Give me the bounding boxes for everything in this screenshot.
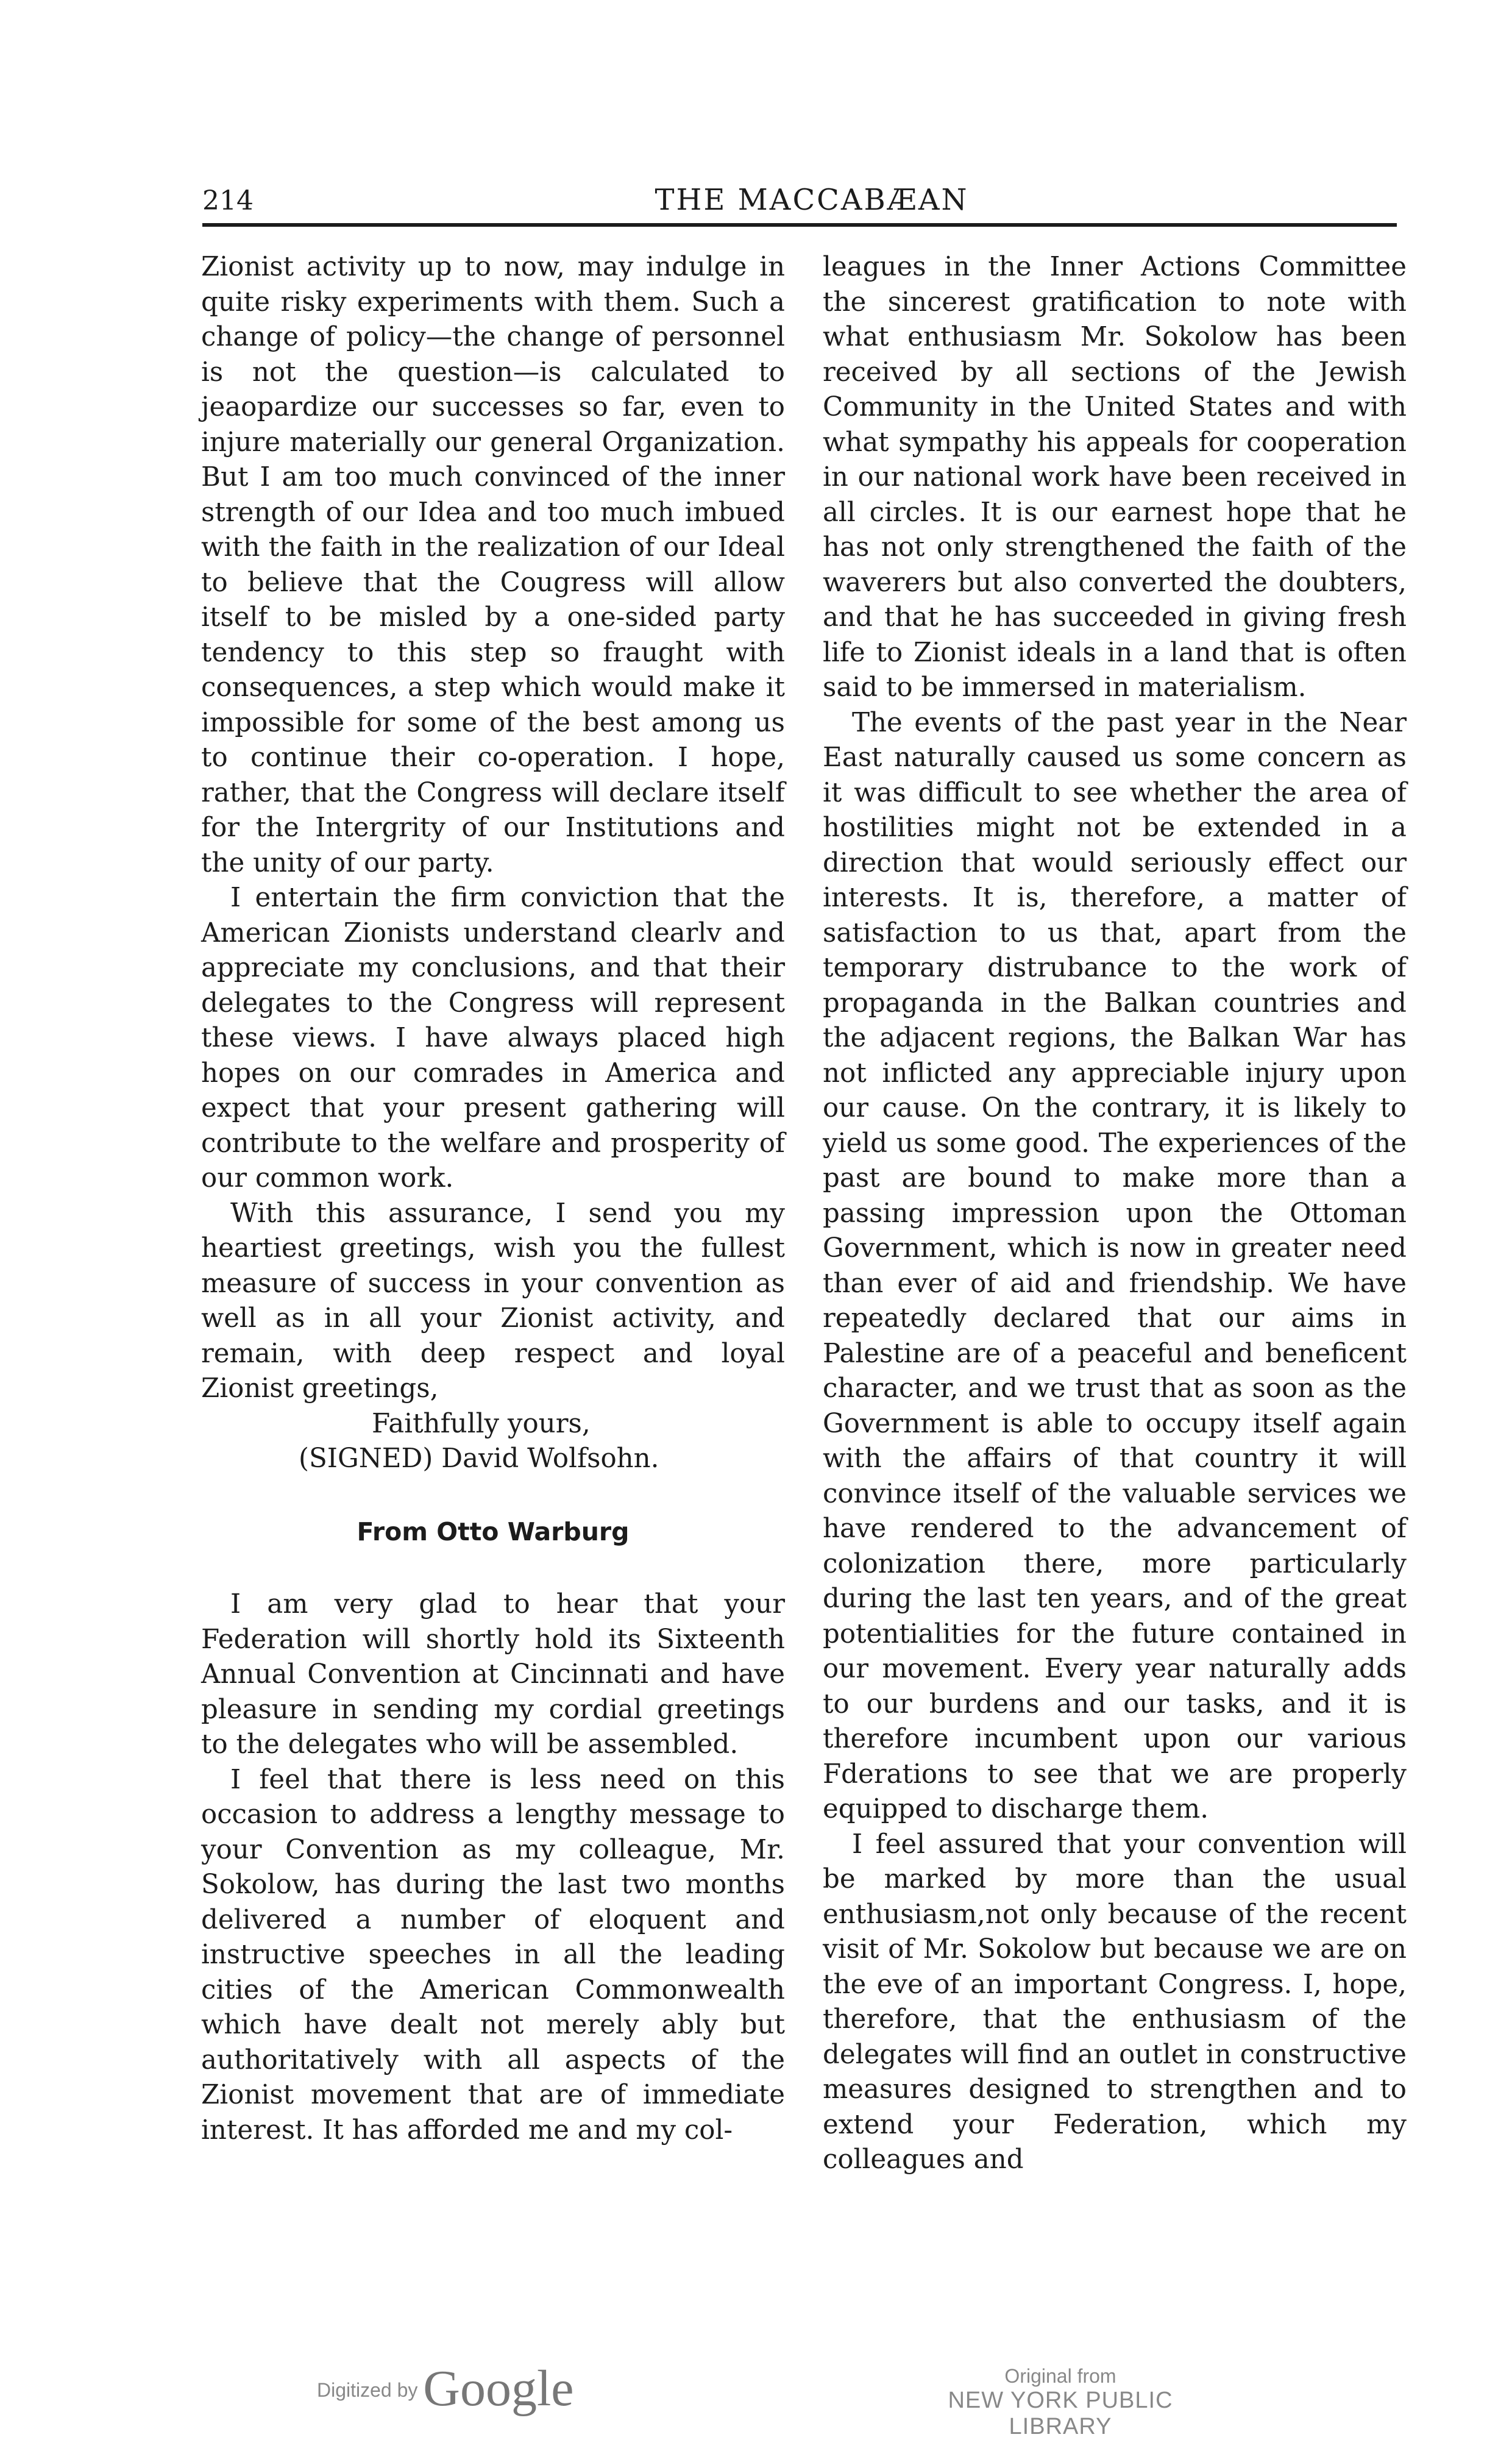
digitized-by-watermark [317, 2359, 574, 2418]
signature-line: (SIGNED) David Wolfsohn. [299, 1443, 659, 1474]
library-name: NEW YORK PUBLIC LIBRARY [948, 2388, 1173, 2439]
google-logo: Google [423, 2360, 574, 2417]
paragraph: I am very glad to hear that your Federation will shortly hold its Sixteenth Annual Convention at Cincinnati and have pleasure in sending my cordial greetings to the delegates who will be assembled. [201, 1589, 785, 1760]
paragraph: Zionist activity up to now, may indulge in quite risky experiments with them. Such a change of policy—the change of personnel is not the question—is calculated to jeaopardize our successes so far, even to injure materially our general Organization. But I am too much convinced of the inner strength of our Idea and too much imbued with the faith in the realization of our Ideal to believe that the Cougress will allow itself to be misled by a one-sided party tendency to this step so fraught with consequences, a step which would make it impossible for some of the best among us to continue their co-operation. I hope, rather, that the Congress will declare itself for the Intergrity of our Institutions and the unity of our party. [201, 252, 785, 878]
paragraph: The events of the past year in the Near East naturally caused us some concern as it was difficult to see whether the area of hostilities might not be extended in a direction that would seriously effect our interests. It is, therefore, a matter of satisfaction to us that, apart from the temporary distrubance to the work of propaganda in the Balkan countries and the adjacent regions, the Balkan War has not inflicted any appreciable injury upon our cause. On the contrary, it is likely to yield us some good. The experiences of the past are bound to make more than a passing impression upon the Ottoman Government, which is now in greater need than ever of aid and friendship. We have repeatedly declared that our aims in Palestine are of a peaceful and beneficent character, and we trust that as soon as the Government is able to occupy itself again with the affairs of that country it will convince itself of the valuable services we have rendered to the advancement of colonization there, more particularly during the last ten years, and of the great potentialities for the future contained in our movement. Every year naturally adds to our burdens and our tasks, and it is therefore incumbent upon our various Fderations to see that we are properly equipped to discharge them. [823, 707, 1407, 1824]
left-column [201, 250, 785, 2148]
digitized-by-label: Digitized by [317, 2379, 418, 2401]
closing-line: Faithfully yours, [372, 1408, 591, 1439]
page-number: 214 [202, 185, 254, 216]
running-header [202, 180, 1397, 224]
paragraph: I feel assured that your convention will be marked by more than the usual enthusiasm,not only because of the recent visit of Mr. Sokolow but because we are on the eve of an important Congress. I, hope, therefore, that the enthusiasm of the delegates will find an outlet in constructive measures designed to strengthen and to extend your Federation, which my colleagues and [823, 1829, 1407, 2175]
running-title: THE MACCABÆAN [655, 183, 969, 217]
paragraph: I entertain the firm conviction that the American Zionists understand clearlv and appreciate my conclusions, and that their delegates to the Congress will represent these views. I have always placed high hopes on our comrades in America and expect that your present gathering will contribute to the welfare and prosperity of our common work. [201, 883, 785, 1193]
right-column [823, 250, 1407, 2178]
paragraph: leagues in the Inner Actions Committee the sincerest gratification to note with what enthusiasm Mr. Sokolow has been received by all sections of the Jewish Community in the United States and with what sympathy his appeals for cooperation in our national work have been received in all circles. It is our earnest hope that he has not only strengthened the faith of the waverers but also converted the doubters, and that he has succeeded in giving fresh life to Zionist ideals in a land that is often said to be immersed in materialism. [823, 252, 1407, 703]
paragraph: With this assurance, I send you my heartiest greetings, wish you the fullest measure of success in your convention as well as in all your Zionist activity, and remain, with deep respect and loyal Zionist greetings, [201, 1198, 785, 1404]
paragraph: I feel that there is less need on this occasion to address a lengthy message to your Convention as my colleague, Mr. Sokolow, has during the last two months delivered a number of eloquent and instructive speeches in all the leading cities of the American Commonwealth which have dealt not merely ably but authoritatively with all aspects of the Zionist movement that are of immediate interest. It has afforded me and my col- [201, 1764, 785, 2146]
source-attribution [914, 2365, 1207, 2440]
header-rule [202, 223, 1397, 227]
section-heading: From Otto Warburg [357, 1517, 630, 1546]
original-from-label: Original from [1004, 2365, 1116, 2387]
